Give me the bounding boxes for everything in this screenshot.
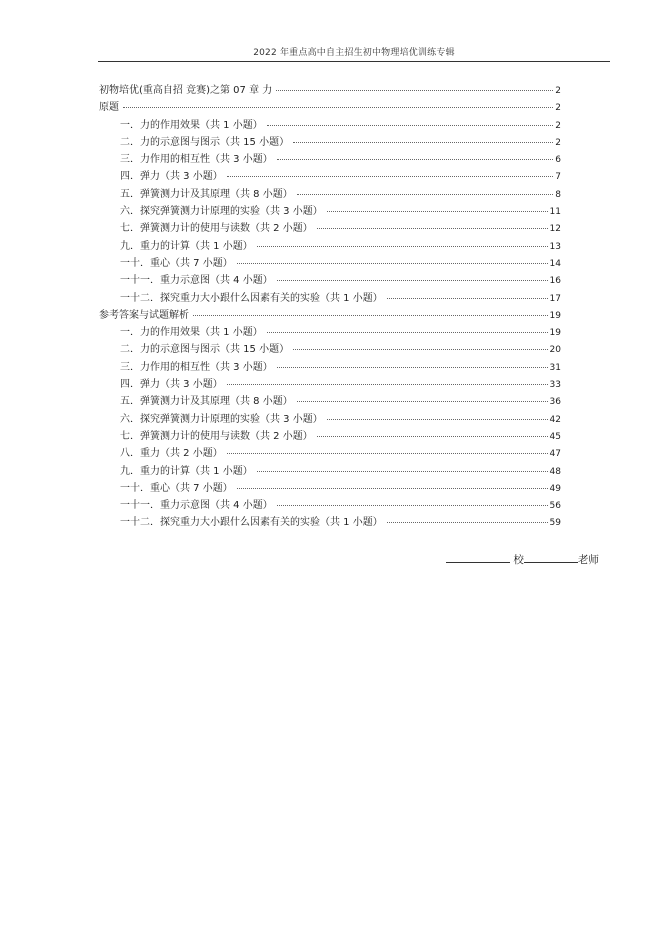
toc-entry-title: 一十．重心（共 7 小题） [120,257,233,269]
toc-dot-leader [297,194,554,195]
toc-entry-title: 初物培优(重高自招 竞赛)之第 07 章 力 [99,85,273,96]
toc-entry-page: 2 [555,86,561,96]
school-blank [446,550,510,563]
toc-entry-page: 11 [549,207,561,218]
school-label: 校 [513,554,524,566]
toc-entry-page: 2 [555,103,561,114]
toc-entry-title: 六．探究弹簧测力计原理的实验（共 3 小题） [120,413,323,425]
toc-dot-leader [293,349,547,350]
toc-entry-title: 四．弹力（共 3 小题） [120,171,223,183]
toc-dot-leader [227,384,548,385]
toc-entry-title: 二．力的示意图与图示（共 15 小题） [120,136,290,148]
toc-entry[interactable] [99,98,561,115]
toc-dot-leader [297,401,548,402]
toc-entry-page: 8 [555,189,561,200]
toc-dot-leader [387,298,548,299]
toc-entry-title: 九．重力的计算（共 1 小题） [120,240,253,252]
toc-entry-title: 一．力的作用效果（共 1 小题） [120,119,263,131]
toc-dot-leader [227,176,554,177]
toc-entry-title: 二．力的示意图与图示（共 15 小题） [120,344,290,356]
toc-dot-leader [227,453,548,454]
teacher-label: 老师 [577,554,599,566]
toc-entry-title: 原题 [99,102,119,114]
toc-entry[interactable] [99,479,561,496]
toc-dot-leader [317,436,548,437]
toc-entry[interactable] [99,427,561,444]
toc-dot-leader [267,332,548,333]
toc-dot-leader [277,159,554,160]
toc-entry-page: 48 [549,466,561,477]
toc-entry[interactable] [99,513,561,530]
toc-entry-page: 2 [555,120,561,131]
toc-entry-title: 一．力的作用效果（共 1 小题） [120,327,263,339]
toc-entry[interactable] [99,358,561,375]
toc-entry-page: 19 [549,328,561,339]
toc-entry[interactable] [99,323,561,340]
toc-entry-title: 一十一．重力示意图（共 4 小题） [120,275,273,287]
toc-entry-page: 20 [549,345,561,356]
toc-entry-title: 一十．重心（共 7 小题） [120,482,233,494]
toc-entry[interactable] [99,271,561,288]
toc-entry-title: 八．重力（共 2 小题） [120,448,223,460]
toc-entry[interactable] [99,116,561,133]
toc-entry-title: 七．弹簧测力计的使用与读数（共 2 小题） [120,430,313,442]
toc-dot-leader [293,142,553,143]
toc-entry[interactable] [99,185,561,202]
toc-entry-page: 2 [555,137,561,148]
toc-dot-leader [276,90,553,91]
toc-entry[interactable] [99,306,561,323]
toc-entry-title: 参考答案与试题解析 [99,309,189,321]
toc-dot-leader [327,211,548,212]
toc-entry[interactable] [99,254,561,271]
toc-entry-title: 三．力作用的相互性（共 3 小题） [120,361,273,373]
toc-dot-leader [277,367,548,368]
toc-entry-page: 59 [549,518,561,529]
toc-entry-title: 三．力作用的相互性（共 3 小题） [120,154,273,166]
signature-line [446,550,599,567]
toc-entry-page: 45 [549,431,561,442]
toc-entry-page: 36 [549,397,561,408]
page-header: 2022 年重点高中自主招生初中物理培优训练专辑 [253,48,455,58]
toc-dot-leader [257,471,548,472]
toc-entry-page: 12 [549,224,561,235]
toc-entry[interactable] [99,150,561,167]
toc-entry[interactable] [99,340,561,357]
toc-entry-title: 一十二．探究重力大小跟什么因素有关的实验（共 1 小题） [120,517,383,529]
toc-entry[interactable] [99,375,561,392]
toc-dot-leader [317,228,548,229]
toc-entry-page: 56 [549,501,561,512]
toc-entry-title: 六．探究弹簧测力计原理的实验（共 3 小题） [120,206,323,218]
toc-dot-leader [277,505,548,506]
toc-entry-page: 47 [549,449,561,460]
toc-dot-leader [387,522,548,523]
toc-entry[interactable] [99,167,561,184]
toc-entry-page: 16 [549,276,561,287]
toc-entry-page: 19 [549,310,561,321]
toc-entry[interactable] [99,462,561,479]
toc-entry-title: 九．重力的计算（共 1 小题） [120,465,253,477]
toc-entry-title: 一十一．重力示意图（共 4 小题） [120,500,273,512]
toc-entry-title: 七．弹簧测力计的使用与读数（共 2 小题） [120,223,313,235]
toc-entry-title: 五．弹簧测力计及其原理（共 8 小题） [120,396,293,408]
toc-entry-page: 42 [549,414,561,425]
toc-entry-page: 49 [549,483,561,494]
toc-entry[interactable] [99,444,561,461]
toc-entry-title: 一十二．探究重力大小跟什么因素有关的实验（共 1 小题） [120,292,383,304]
toc-entry-page: 14 [549,258,561,269]
toc-dot-leader [237,488,548,489]
toc-dot-leader [123,107,553,108]
toc-entry[interactable] [99,237,561,254]
toc-dot-leader [193,315,548,316]
toc-entry-page: 13 [549,241,561,252]
toc-dot-leader [327,419,548,420]
toc-entry-page: 17 [549,293,561,304]
toc-entry-title: 四．弹力（共 3 小题） [120,379,223,391]
toc-dot-leader [277,280,548,281]
toc-dot-leader [257,246,548,247]
toc-entry-page: 33 [549,380,561,391]
toc-dot-leader [237,263,548,264]
toc-entry[interactable] [99,496,561,513]
toc-entry-page: 31 [549,362,561,373]
toc-entry[interactable] [99,81,561,98]
toc-entry[interactable] [99,219,561,236]
toc-entry-page: 7 [555,172,561,183]
toc-entry[interactable] [99,202,561,219]
toc-dot-leader [267,125,554,126]
toc-entry[interactable] [99,133,561,150]
toc-entry[interactable] [99,289,561,306]
header-rule [98,61,610,62]
table-of-contents [99,81,561,531]
toc-entry-page: 6 [555,155,561,166]
toc-entry[interactable] [99,392,561,409]
toc-entry-title: 五．弹簧测力计及其原理（共 8 小题） [120,188,293,200]
teacher-blank [524,550,578,563]
toc-entry[interactable] [99,410,561,427]
